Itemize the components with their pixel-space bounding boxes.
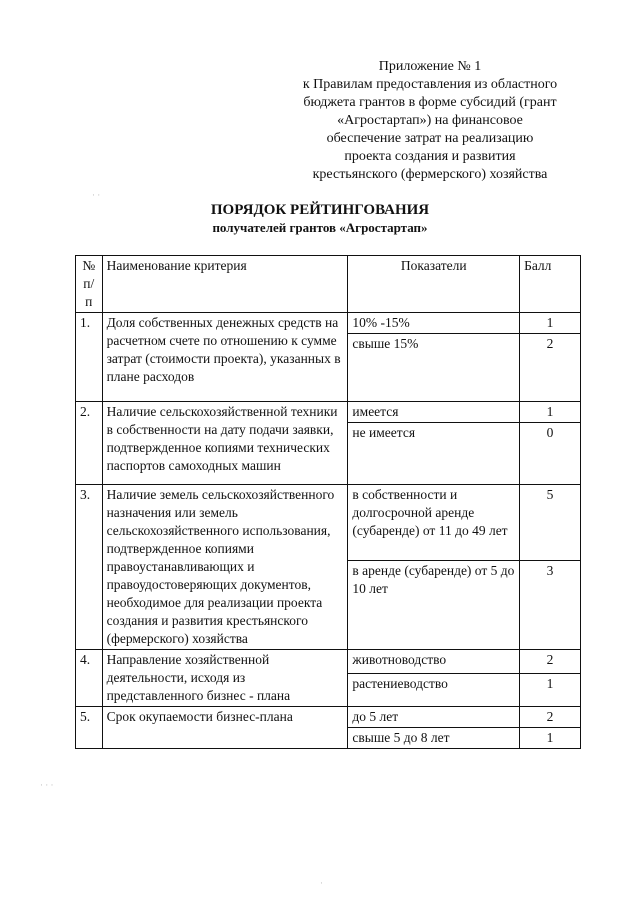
row-score: 2 xyxy=(520,707,581,728)
row-score: 1 xyxy=(520,402,581,423)
row-indicator: имеется xyxy=(348,402,520,423)
appendix-line: бюджета грантов в форме субсидий (грант xyxy=(303,95,557,110)
row-indicator: в аренде (субаренде) от 5 до 10 лет xyxy=(348,561,520,650)
row-indicator: растениеводство xyxy=(348,674,520,707)
appendix-header xyxy=(280,58,580,184)
appendix-line: проекта создания и развития xyxy=(344,149,516,164)
row-score: 5 xyxy=(520,485,581,561)
scan-speck: · · xyxy=(92,190,101,200)
table-row xyxy=(76,707,581,728)
table-row xyxy=(76,485,581,561)
header-indicators: Показатели xyxy=(348,256,520,313)
row-indicator: свыше 5 до 8 лет xyxy=(348,728,520,749)
table-row xyxy=(76,313,581,334)
scan-speck: · xyxy=(320,878,323,888)
row-score: 3 xyxy=(520,561,581,650)
row-indicator: животноводство xyxy=(348,650,520,674)
row-num: 5. xyxy=(76,707,103,749)
table-row xyxy=(76,402,581,423)
appendix-line: крестьянского (фермерского) хозяйства xyxy=(312,167,548,182)
row-criterion: Направление хозяйственной деятельности, исходя из представленного бизнес - плана xyxy=(102,650,348,707)
row-criterion: Доля собственных денежных средств на расчетном счете по отношению к сумме затрат (стоимости проекта), указанных в плане расходов xyxy=(102,313,348,402)
row-indicator: 10% -15% xyxy=(348,313,520,334)
document-title: ПОРЯДОК РЕЙТИНГОВАНИЯ xyxy=(210,202,430,218)
header-num: № п/п xyxy=(76,256,103,313)
row-indicator: до 5 лет xyxy=(348,707,520,728)
document-subtitle: получателей грантов «Агростартап» xyxy=(212,220,428,235)
row-num: 1. xyxy=(76,313,103,402)
row-score: 2 xyxy=(520,650,581,674)
row-score: 1 xyxy=(520,728,581,749)
row-score: 1 xyxy=(520,313,581,334)
row-criterion: Наличие сельскохозяйственной техники в собственности на дату подачи заявки, подтвержденное копиями технических паспортов самоходных машин xyxy=(102,402,348,485)
row-score: 1 xyxy=(520,674,581,707)
header-criterion: Наименование критерия xyxy=(102,256,348,313)
rating-table xyxy=(75,255,581,749)
row-indicator: свыше 15% xyxy=(348,334,520,402)
appendix-line: «Агростартап») на финансовое xyxy=(337,113,523,128)
row-indicator: не имеется xyxy=(348,423,520,485)
row-criterion: Наличие земель сельскохозяйственного назначения или земель сельскохозяйственного использования, подтвержденное копиями правоустанавливающих и правоудостоверяющих документов, необходимое для реализации проекта создания и развития крестьянского (фермерского) хозяйства xyxy=(102,485,348,650)
appendix-line: к Правилам предоставления из областного xyxy=(302,77,558,92)
appendix-line: обеспечение затрат на реализацию xyxy=(326,131,534,146)
row-num: 4. xyxy=(76,650,103,707)
row-score: 0 xyxy=(520,423,581,485)
scan-speck: · · · xyxy=(40,780,54,790)
row-criterion: Срок окупаемости бизнес-плана xyxy=(102,707,348,749)
row-num: 2. xyxy=(76,402,103,485)
header-score: Балл xyxy=(520,256,581,313)
row-num: 3. xyxy=(76,485,103,650)
table-header-row xyxy=(76,256,581,313)
row-score: 2 xyxy=(520,334,581,402)
table-row xyxy=(76,650,581,674)
row-indicator: в собственности и долгосрочной аренде (субаренде) от 11 до 49 лет xyxy=(348,485,520,561)
appendix-line: Приложение № 1 xyxy=(378,59,482,74)
